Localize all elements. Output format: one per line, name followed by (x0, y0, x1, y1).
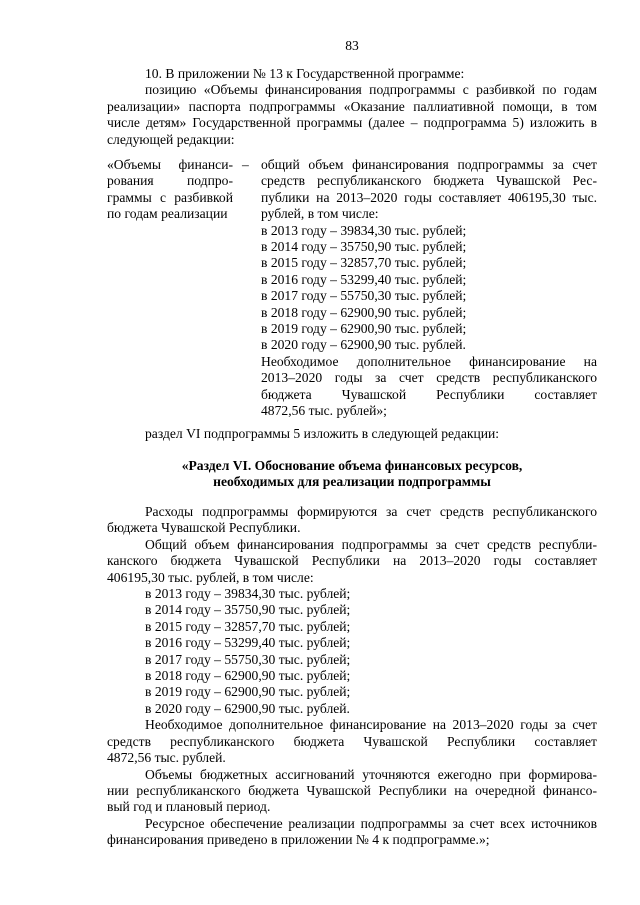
passport-year-line: в 2017 году – 55750,30 тыс. рублей; (261, 288, 467, 304)
section-heading (107, 458, 597, 491)
section-body (107, 504, 597, 849)
para1-line: Расходы подпрограммы формируются за счет средств республиканского (145, 504, 597, 519)
page-number: 83 (345, 38, 359, 53)
intro-line: реализации» паспорта подпрограммы «Оказание паллиативной помощи, в том (107, 98, 597, 114)
passport-value-line: рублей, в том числе: (261, 206, 379, 222)
para4-line: Объемы бюджетных ассигнований уточняются ежегодно при формирова- (145, 766, 597, 782)
passport-year-line: в 2016 году – 53299,40 тыс. рублей; (261, 271, 467, 287)
year-line: в 2020 году – 62900,90 тыс. рублей. (145, 700, 350, 716)
year-line: в 2013 году – 39834,30 тыс. рублей; (145, 586, 351, 602)
intro-line: следующей редакции: (107, 131, 235, 147)
passport-value-line: общий объем финансирования подпрограммы за счет (261, 157, 597, 172)
item-title: 10. В приложении № 13 к Государственной программе: (145, 66, 465, 81)
year-line: в 2018 году – 62900,90 тыс. рублей; (145, 668, 351, 684)
passport-year-line: в 2019 году – 62900,90 тыс. рублей; (261, 321, 467, 337)
passport-value (261, 157, 597, 420)
year-line: в 2017 году – 55750,30 тыс. рублей; (145, 651, 351, 667)
passport-year-line: в 2014 году – 35750,90 тыс. рублей; (261, 239, 467, 255)
item-intro (107, 66, 597, 148)
passport-extra-line: 4872,56 тыс. рублей»; (261, 403, 387, 419)
passport-label-line: граммы с разбивкой (107, 189, 233, 205)
passport-year-line: в 2013 году – 39834,30 тыс. рублей; (261, 222, 467, 238)
para3-line: Необходимое дополнительное финансирование на 2013–2020 годы за счет (145, 717, 597, 733)
section-intro: раздел VI подпрограммы 5 изложить в следующей редакции: (145, 426, 500, 441)
passport-label-line: рования подпро- (107, 173, 233, 189)
section-intro-block (107, 426, 597, 442)
intro-line: позицию «Объемы финансирования подпрограммы с разбивкой по годам (145, 82, 597, 98)
passport-year-line: в 2015 году – 32857,70 тыс. рублей; (261, 255, 467, 271)
para4-line: вый год и плановый период. (107, 799, 271, 815)
passport-value-line: средств республиканского бюджета Чувашской Рес- (261, 173, 597, 189)
year-line: в 2015 году – 32857,70 тыс. рублей; (145, 618, 351, 634)
passport-value-line: публики на 2013–2020 годы составляет 406195,30 тыс. (261, 189, 597, 205)
para2-line: Общий объем финансирования подпрограммы за счет средств республи- (145, 536, 597, 552)
year-line: в 2014 году – 35750,90 тыс. рублей; (145, 602, 351, 618)
heading-line: «Раздел VI. Обоснование объема финансовых ресурсов, (181, 458, 523, 473)
para5-line: финансирования приведено в приложении № 4 к подпрограмме.»; (107, 832, 490, 848)
para2-line: 406195,30 тыс. рублей, в том числе: (107, 569, 314, 585)
passport-label-line: «Объемы финанси- (107, 157, 233, 172)
heading-line: необходимых для реализации подпрограммы (213, 474, 491, 490)
para1-line: бюджета Чувашской Республики. (107, 520, 301, 536)
year-line: в 2016 году – 53299,40 тыс. рублей; (145, 635, 351, 651)
para3-line: средств республиканского бюджета Чувашской Республики составляет (107, 733, 597, 749)
passport-extra-line: бюджета Чувашской Республики составляет (261, 386, 597, 402)
passport-label-line: по годам реализации (107, 206, 228, 222)
para4-line: нии республиканского бюджета Чувашской Республики на очередной финансо- (107, 782, 597, 798)
passport-year-line: в 2018 году – 62900,90 тыс. рублей; (261, 304, 467, 320)
passport-dash: – (242, 157, 249, 172)
passport-label (107, 157, 233, 223)
para5-line: Ресурсное обеспечение реализации подпрограммы за счет всех источников (145, 815, 597, 831)
para3-line: 4872,56 тыс. рублей. (107, 750, 226, 766)
passport-extra-line: 2013–2020 годы за счет средств республиканского (261, 370, 597, 386)
year-line: в 2019 году – 62900,90 тыс. рублей; (145, 684, 351, 700)
para2-line: канского бюджета Чувашской Республики на 2013–2020 годы составляет (107, 553, 597, 569)
passport-extra-line: Необходимое дополнительное финансирование на (261, 353, 597, 369)
intro-line: числе детям» Государственной программы (далее – подпрограмма 5) изложить в (107, 115, 597, 131)
passport-year-line: в 2020 году – 62900,90 тыс. рублей. (261, 337, 466, 353)
